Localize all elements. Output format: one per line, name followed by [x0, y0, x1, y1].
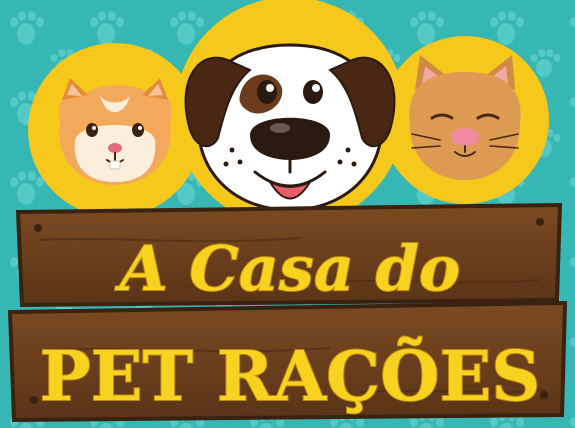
logo-line-1: A Casa do: [119, 232, 461, 305]
logo-line-2: PET RAÇÕES: [39, 337, 541, 417]
